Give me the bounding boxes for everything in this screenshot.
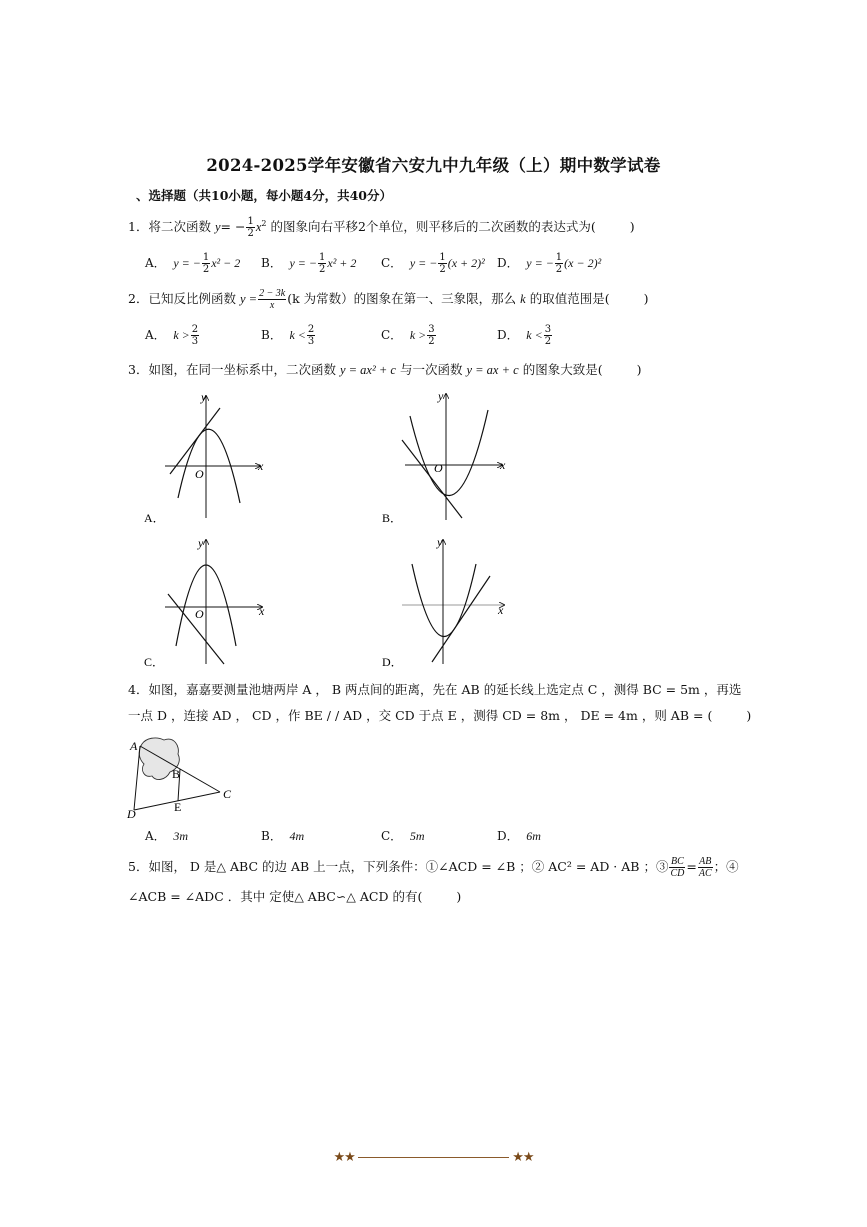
- point-a: A: [130, 739, 138, 753]
- section-heading: 、选择题（共10小题，每小题4分，共40分）: [136, 188, 392, 203]
- x-label: x: [258, 459, 264, 473]
- footer-ornament: [0, 1150, 867, 1165]
- q5-fraction-1: $\frac{BC}{CD}$: [670, 856, 685, 879]
- q1-bracket: ): [629, 219, 635, 234]
- x-label: x: [498, 603, 504, 617]
- q1-fraction: $\frac{1}{2}$: [247, 216, 254, 239]
- q5-line2: ∠ACB = ∠ADC ．其中 定使△ ABC∽△ ACD 的有(: [128, 889, 423, 904]
- parabola: [410, 410, 488, 496]
- segment-ad: [134, 746, 140, 810]
- q5-text: 5．如图， D 是△ ABC 的边 AB 上一点，下列条件：①∠ACD = ∠B ；② AC² = AD · AB ；③: [128, 859, 669, 874]
- q4-figure: [122, 732, 242, 822]
- origin-label: O: [195, 607, 204, 621]
- q3-linear: y = ax + c: [466, 363, 519, 377]
- q1-option-a[interactable]: A． y = − $\frac{1}{2}$ x² − 2: [145, 252, 241, 275]
- point-c: C: [223, 787, 232, 801]
- question-3: 3．如图，在同一坐标系中，二次函数 y = ax² + c 与一次函数 y = ax + c 的图象大致是( ): [128, 362, 642, 377]
- q5-fraction-2: $\frac{AB}{AC}$: [698, 856, 712, 879]
- q1-text-post: 的图象向右平移2个单位，则平移后的二次函数的表达式为(: [270, 219, 596, 234]
- question-5: 5．如图， D 是△ ABC 的边 AB 上一点，下列条件：①∠ACD = ∠B ；② AC² = AD · AB ；③ $\frac{BC}{CD}$ = $\frac{AB}{AC}$ ；④: [128, 856, 739, 879]
- q4-option-c[interactable]: C． 5m: [381, 829, 425, 843]
- origin-label: O: [195, 467, 204, 481]
- q2-option-b[interactable]: B． k < $\frac{2}{3}$: [261, 324, 315, 347]
- q1-number: 1．: [128, 219, 149, 234]
- q2-y: y =: [239, 292, 258, 306]
- q1-sq: 2: [261, 218, 267, 228]
- point-d: D: [127, 807, 136, 821]
- q2-option-d[interactable]: D． k < $\frac{3}{2}$: [497, 324, 552, 347]
- point-e: E: [174, 800, 182, 814]
- q3-graph-d[interactable]: [380, 534, 520, 669]
- q1-text: 将二次函数: [148, 219, 211, 234]
- y-label: y: [198, 536, 204, 550]
- x-label: x: [259, 604, 265, 618]
- q4-line2: 一点 D ，连接 AD ， CD ，作 BE / / AD ，交 CD 于点 E ，测得 CD = 8m ， DE = 4m ，则 AB = (: [128, 708, 713, 723]
- line: [170, 408, 220, 474]
- q1-option-d[interactable]: D． y = − $\frac{1}{2}$ (x − 2)²: [497, 252, 602, 275]
- star-icon-left: ★★: [333, 1150, 355, 1165]
- footer-divider: [358, 1157, 509, 1159]
- question-2: 2．已知反比例函数 y = $\frac{2 - 3k}{x}$ (k 为常数）的图象在第一、三象限，那么 k 的取值范围是( ): [128, 288, 649, 311]
- line: [432, 576, 490, 662]
- q3-graph-c[interactable]: [140, 534, 280, 669]
- q4-option-b[interactable]: B． 4m: [261, 829, 305, 843]
- question-5-line2: [128, 888, 461, 906]
- q4-option-a[interactable]: A． 3m: [145, 829, 188, 843]
- question-1: [128, 216, 635, 239]
- question-4: [128, 681, 741, 699]
- graph-label-b: B．: [382, 511, 403, 525]
- graph-label-a: A．: [144, 511, 165, 525]
- point-b: B: [172, 767, 181, 781]
- q4-option-d[interactable]: D． 6m: [497, 829, 541, 843]
- star-icon-right: ★★: [512, 1150, 534, 1165]
- line: [168, 594, 224, 664]
- parabola: [412, 564, 476, 637]
- q2-option-c[interactable]: C． k > $\frac{3}{2}$: [381, 324, 435, 347]
- graph-label-d: D．: [382, 655, 403, 669]
- x-label: x: [500, 458, 506, 472]
- q4-line1: 4．如图，嘉嘉要测量池塘两岸 A ， B 两点间的距离，先在 AB 的延长线上选定点 C ，测得 BC = 5m ，再选: [128, 682, 742, 697]
- q1-option-c[interactable]: C． y = − $\frac{1}{2}$ (x + 2)²: [381, 252, 485, 275]
- q1-option-b[interactable]: B． y = − $\frac{1}{2}$ x² + 2: [261, 252, 357, 275]
- page-title: 2024-2025学年安徽省六安九中九年级（上）期中数学试卷: [206, 156, 661, 175]
- q3-quadratic: y = ax² + c: [339, 363, 396, 377]
- q3-graph-b[interactable]: [380, 388, 520, 528]
- q2-fraction: $\frac{2 - 3k}{x}$: [259, 288, 286, 311]
- q1-x: x: [255, 220, 262, 234]
- line: [402, 440, 462, 518]
- question-4-line2: [128, 707, 751, 725]
- q3-graph-a[interactable]: [140, 388, 280, 528]
- y-label: y: [437, 535, 443, 549]
- q1-eq: = −: [220, 219, 246, 234]
- y-label: y: [438, 389, 444, 403]
- q1-y: y: [214, 220, 221, 234]
- q4-bracket: ): [746, 708, 752, 723]
- graph-label-c: C．: [144, 655, 165, 669]
- q2-option-a[interactable]: A． k > $\frac{2}{3}$: [145, 324, 199, 347]
- origin-label: O: [434, 461, 443, 475]
- y-label: y: [201, 390, 207, 404]
- q5-bracket: ): [456, 889, 462, 904]
